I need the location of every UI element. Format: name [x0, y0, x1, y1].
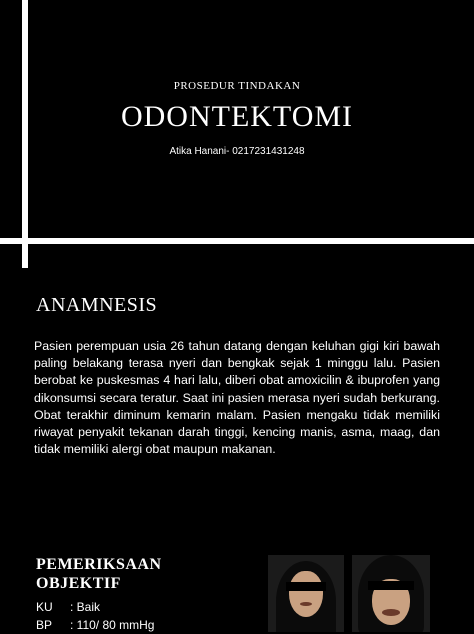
eye-censor-bar: [368, 581, 414, 590]
slide-subtitle: PROSEDUR TINDAKAN: [173, 80, 301, 92]
heading-line-2: OBJEKTIF: [36, 575, 121, 592]
vital-label: BP: [36, 618, 53, 632]
vital-value: : 110/ 80 mmHg: [70, 618, 155, 632]
anamnesis-heading: ANAMNESIS: [36, 294, 158, 316]
heading-line-1: PEMERIKSAAN: [36, 556, 162, 573]
vital-row-bp: [36, 616, 154, 634]
pemeriksaan-objektif-heading: [36, 555, 236, 593]
patient-photo-frontal: [268, 555, 344, 632]
vital-row-ku: [36, 598, 154, 616]
anamnesis-paragraph: Pasien perempuan usia 26 tahun datang dengan keluhan gigi kiri bawah paling belakang terasa nyeri dan bengkak sejak 1 minggu lalu. Pasien berobat ke puskesmas 4 hari lalu, diberi obat amoxicilin & ibuprofen yang dikonsumsi secara teratur. Saat ini pasien merasa nyeri sudah berkurang. Obat terakhir diminum kemarin malam. Pasien mengaku tidak memiliki riwayat penyakit tekanan darah tinggi, kencing manis, asma, maag, dan tidak memiliki alergi obat maupun makanan.: [34, 339, 440, 457]
vital-label: KU: [36, 600, 53, 614]
vital-signs-list: [36, 598, 154, 634]
mouth-shape: [300, 602, 312, 606]
eye-censor-bar: [286, 582, 326, 591]
vital-value: : Baik: [70, 600, 101, 614]
decorative-horizontal-line: [0, 238, 474, 244]
decorative-vertical-line: [22, 0, 28, 268]
face-shape: [289, 571, 323, 617]
slide-title: ODONTEKTOMI: [120, 100, 354, 133]
mouth-shape: [382, 609, 400, 616]
author-line: Atika Hanani- 0217231431248: [169, 146, 305, 157]
patient-photo-upward: [352, 555, 430, 632]
